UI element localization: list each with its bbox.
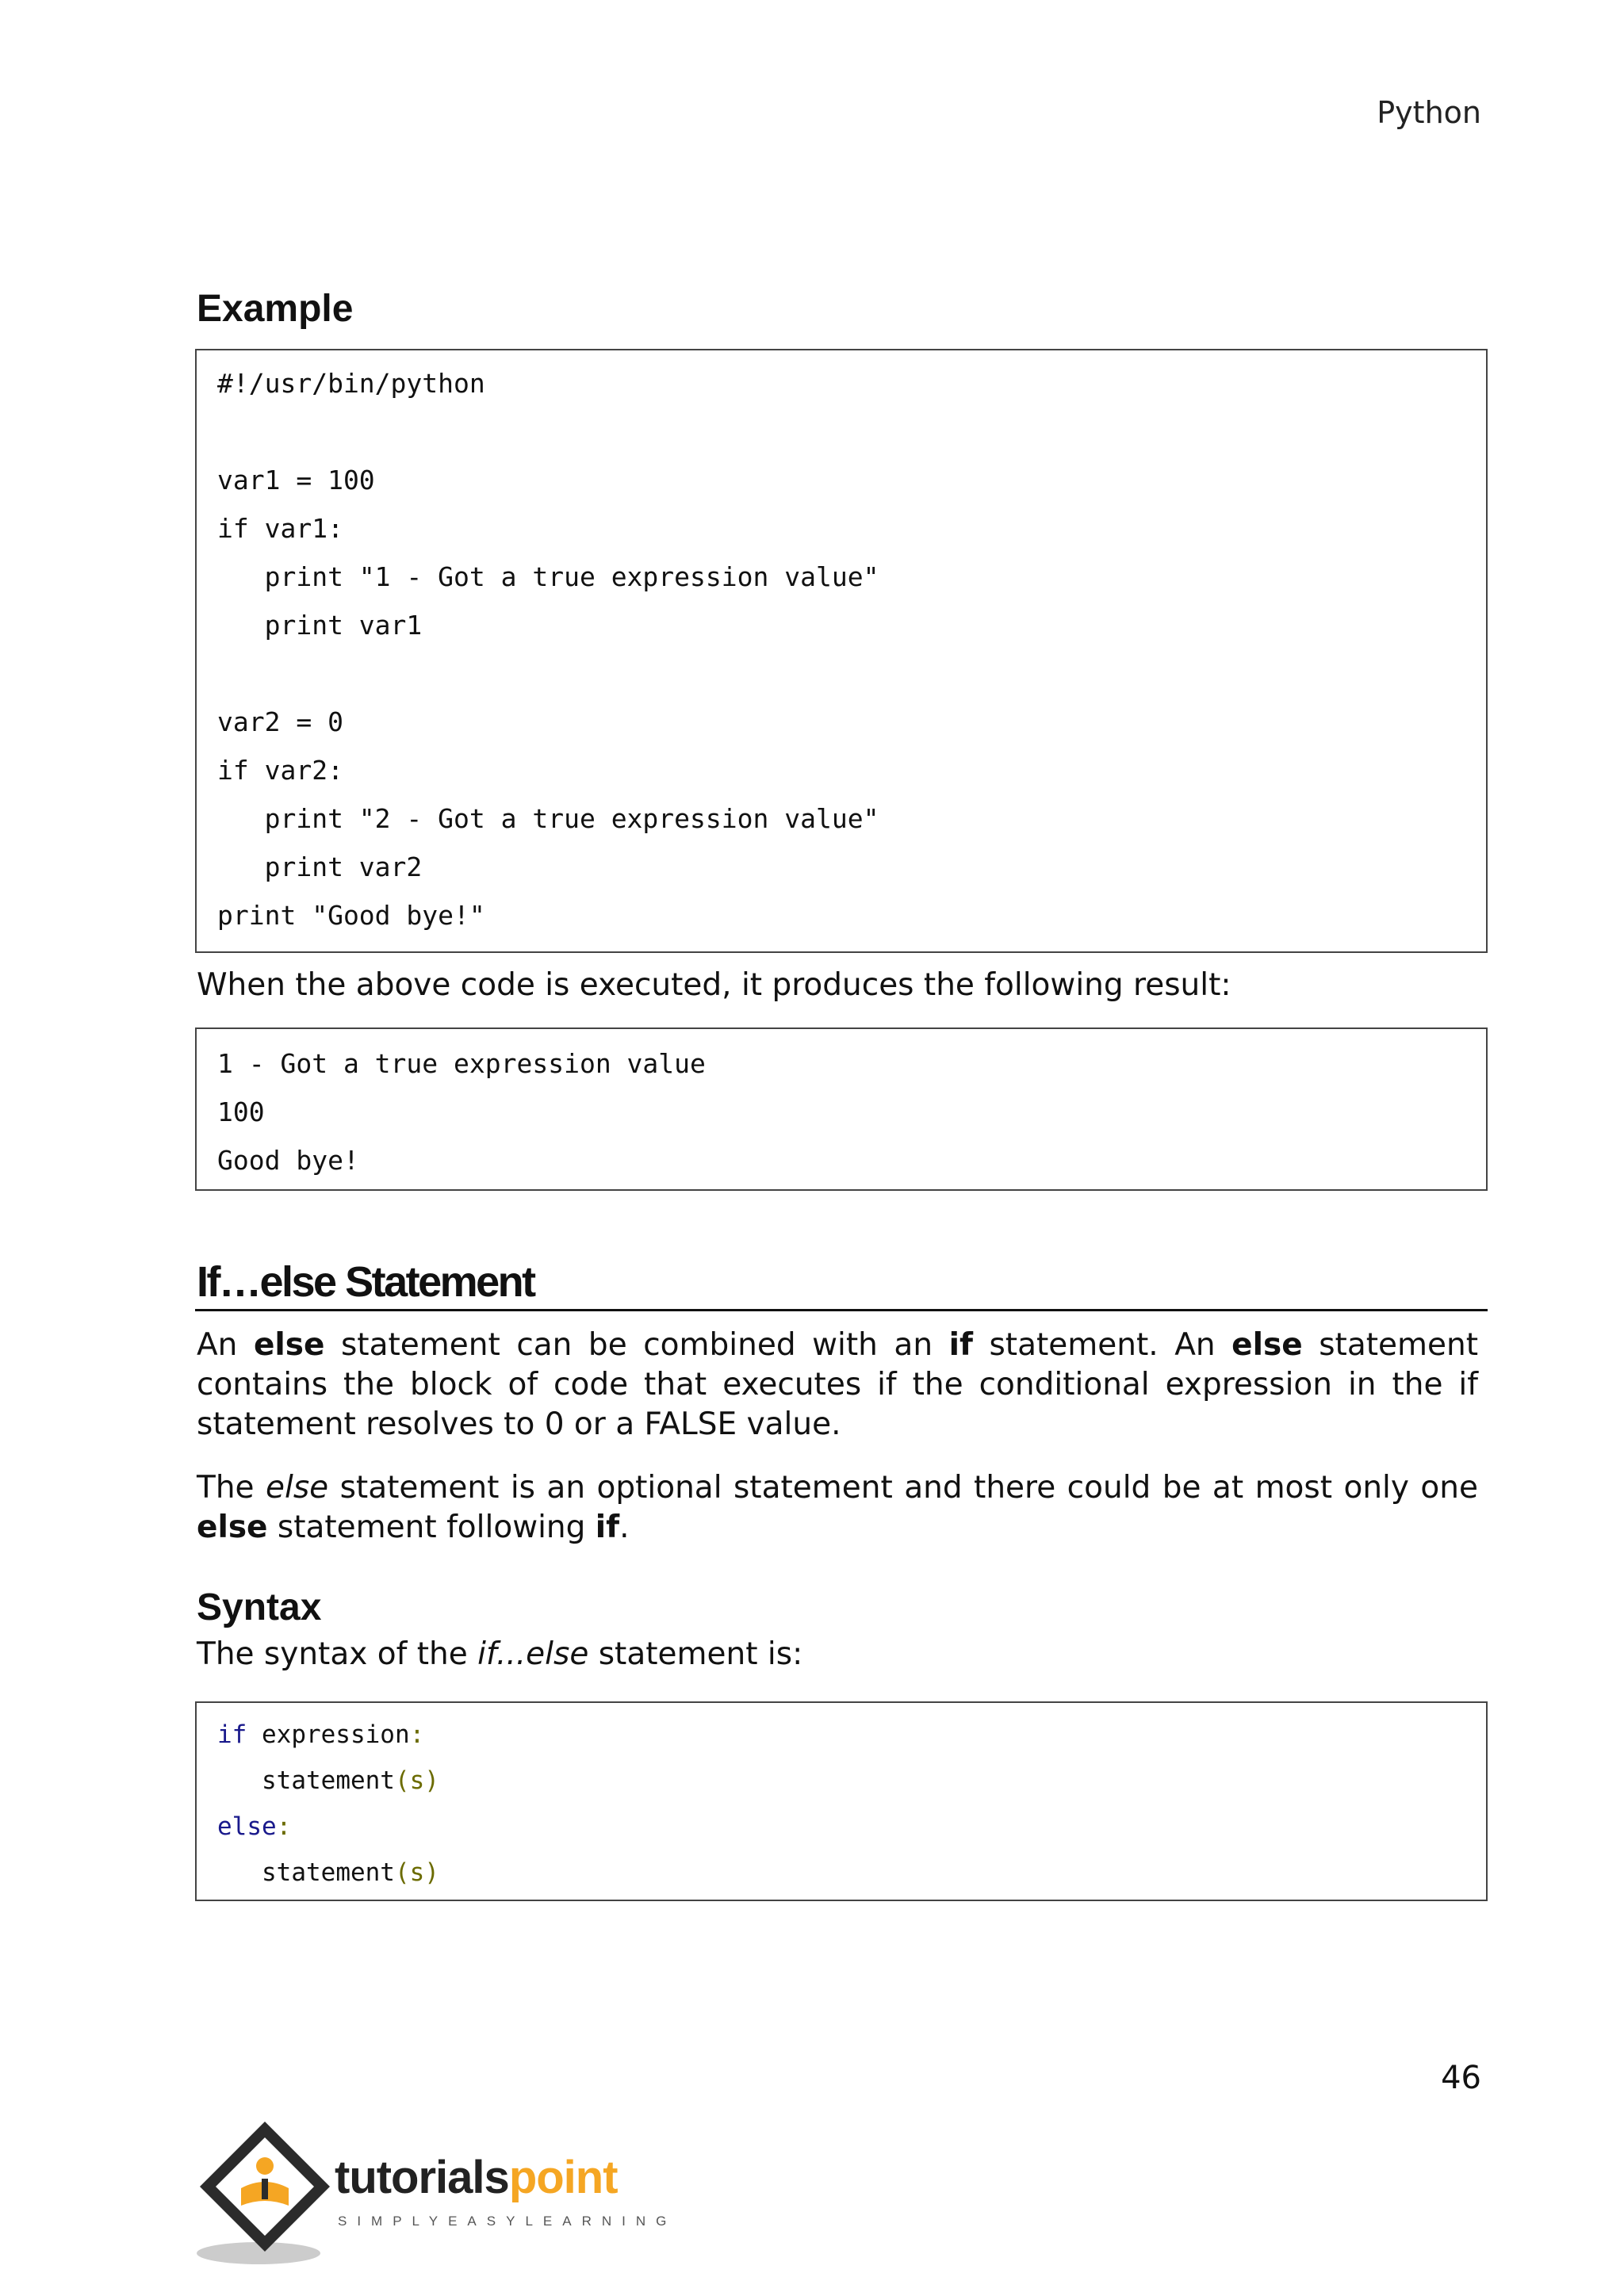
code-line: #!/usr/bin/python xyxy=(217,368,485,399)
syntax-line: statement(s) xyxy=(262,1858,439,1887)
syntax-line: if expression: xyxy=(217,1720,425,1749)
tutorialspoint-logo xyxy=(195,2117,687,2267)
code-line: print var2 xyxy=(217,851,423,882)
code-line: var1 = 100 xyxy=(217,465,375,496)
code-line: print var1 xyxy=(217,610,423,641)
section-heading: If…else Statement xyxy=(197,1258,534,1306)
code-line: print "1 - Got a true expression value" xyxy=(217,561,879,592)
syntax-intro: The syntax of the if...else statement is: xyxy=(197,1636,803,1672)
syntax-heading: Syntax xyxy=(197,1586,322,1628)
output-line: Good bye! xyxy=(217,1145,359,1176)
syntax-code-block xyxy=(195,1701,1488,1901)
output-line: 1 - Got a true expression value xyxy=(217,1048,706,1079)
logo-tagline: SIMPLYEASYLEARNING xyxy=(338,2214,677,2229)
result-intro-text: When the above code is executed, it produces the following result: xyxy=(197,967,1231,1003)
else-paragraph-1: An else statement can be combined with an if statement. An else statement contains the block of code that executes if the conditional expression in the if statement resolves to 0 or a FALSE value. xyxy=(197,1327,1478,1442)
logo-diamond-icon xyxy=(195,2117,346,2267)
page-number: 46 xyxy=(1441,2060,1481,2096)
output-block xyxy=(195,1027,1488,1191)
code-line: if var1: xyxy=(217,513,343,544)
example-heading: Example xyxy=(197,288,354,330)
code-line: if var2: xyxy=(217,755,343,786)
logo-wordmark: tutorialspoint xyxy=(335,2152,618,2203)
else-paragraph-2: The else statement is an optional statement and there could be at most only one else statement following if. xyxy=(197,1470,1478,1545)
example-code-block xyxy=(195,349,1488,953)
output-line: 100 xyxy=(217,1096,265,1127)
code-line: print "2 - Got a true expression value" xyxy=(217,803,879,834)
code-line: print "Good bye!" xyxy=(217,900,485,931)
heading-underline xyxy=(195,1309,1488,1311)
syntax-line: else: xyxy=(217,1812,292,1841)
code-line: var2 = 0 xyxy=(217,706,343,737)
syntax-line: statement(s) xyxy=(262,1766,439,1795)
running-header: Python xyxy=(1377,95,1481,130)
